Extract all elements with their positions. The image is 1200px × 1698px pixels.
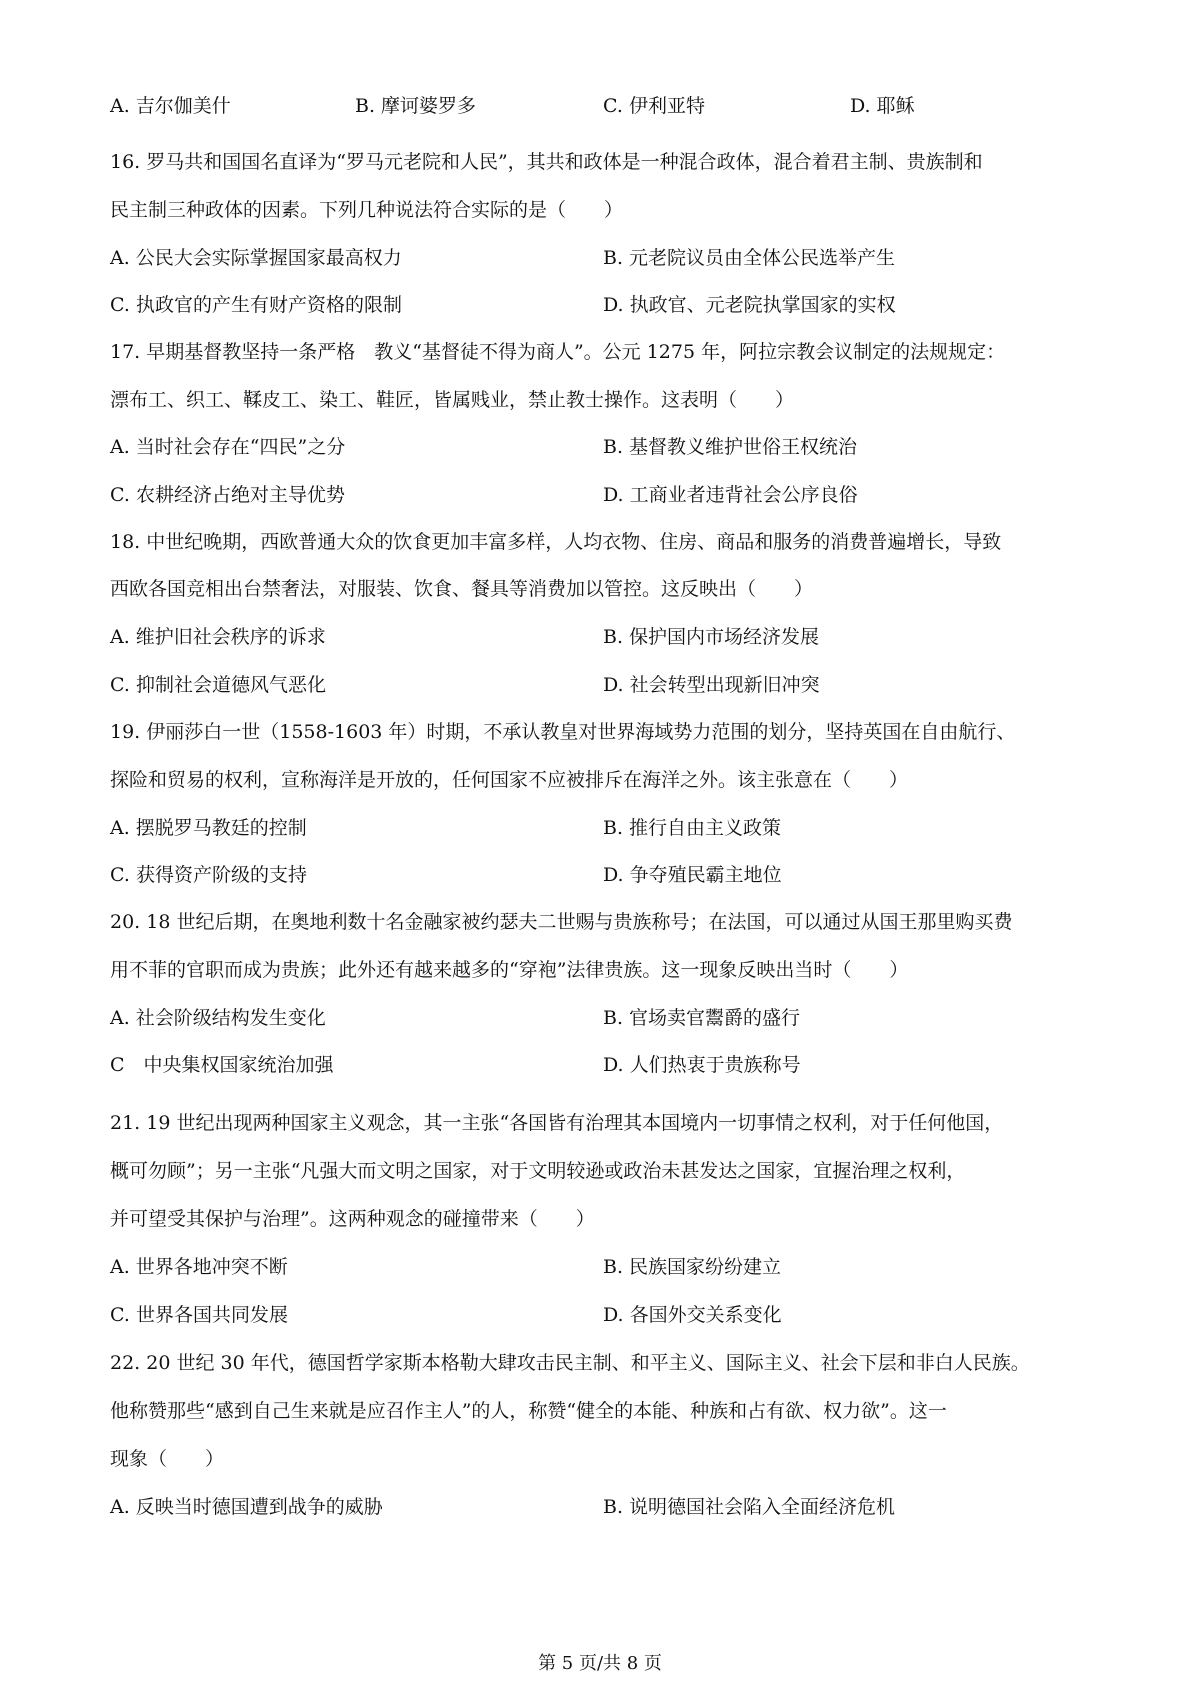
q17-option-c: C. 农耕经济占绝对主导优势 xyxy=(110,484,345,506)
q18-stem-line-1: 18. 中世纪晚期，西欧普通大众的饮食更加丰富多样，人均衣物、住房、商品和服务的消费普遍增长，导致 xyxy=(110,531,1002,553)
q21-option-a: A. 世界各地冲突不断 xyxy=(110,1256,288,1278)
q17-stem-line-1: 17. 早期基督教坚持一条严格 教义“基督徒不得为商人”。公元 1275 年，阿拉宗教会议制定的法规规定： xyxy=(110,341,1006,363)
q22-stem-line-1: 22. 20 世纪 30 年代，德国哲学家斯本格勒大肆攻击民主制、和平主义、国际主义、社会下层和非白人民族。 xyxy=(110,1352,1030,1374)
q22-stem-line-2: 他称赞那些“感到自己生来就是应召作主人”的人，称赞“健全的本能、种族和占有欲、权力欲”。这一 xyxy=(110,1400,947,1422)
q22-option-b: B. 说明德国社会陷入全面经济危机 xyxy=(603,1496,896,1518)
q19-stem-line-1: 19. 伊丽莎白一世（1558-1603 年）时期，不承认教皇对世界海域势力范围的划分，坚持英国在自由航行、 xyxy=(110,721,1016,743)
q16-stem-line-2: 民主制三种政体的因素。下列几种说法符合实际的是（ ） xyxy=(110,199,624,221)
q18-option-c: C. 抑制社会道德风气恶化 xyxy=(110,674,326,696)
q16-option-c: C. 执政官的产生有财产资格的限制 xyxy=(110,294,402,316)
q19-option-c: C. 获得资产阶级的支持 xyxy=(110,864,307,886)
q20-stem-line-2: 用不菲的官职而成为贵族；此外还有越来越多的“穿袍”法律贵族。这一现象反映出当时（ ） xyxy=(110,959,909,981)
q21-option-b: B. 民族国家纷纷建立 xyxy=(603,1256,782,1278)
q20-option-d: D. 人们热衷于贵族称号 xyxy=(603,1054,801,1076)
q20-option-b: B. 官场卖官鬻爵的盛行 xyxy=(603,1007,801,1029)
q16-option-b: B. 元老院议员由全体公民选举产生 xyxy=(603,247,896,269)
q18-option-b: B. 保护国内市场经济发展 xyxy=(603,626,820,648)
q16-option-a: A. 公民大会实际掌握国家最高权力 xyxy=(110,247,402,269)
q19-option-b: B. 推行自由主义政策 xyxy=(603,817,782,839)
q21-stem-line-2: 概可勿顾”；另一主张“凡强大而文明之国家，对于文明较逊或政治未甚发达之国家，宜握治理之权利， xyxy=(110,1160,966,1182)
q16-option-d: D. 执政官、元老院执掌国家的实权 xyxy=(603,294,896,316)
q19-stem-line-2: 探险和贸易的权利，宣称海洋是开放的，任何国家不应被排斥在海洋之外。该主张意在（ ） xyxy=(110,769,909,791)
q18-stem-line-2: 西欧各国竞相出台禁奢法，对服装、饮食、餐具等消费加以管控。这反映出（ ） xyxy=(110,578,814,600)
q15-option-c: C. 伊利亚特 xyxy=(603,95,705,117)
q15-option-b: B. 摩诃婆罗多 xyxy=(355,95,477,117)
q19-option-d: D. 争夺殖民霸主地位 xyxy=(603,864,782,886)
q17-stem-line-2: 漂布工、织工、鞣皮工、染工、鞋匠，皆属贱业，禁止教士操作。这表明（ ） xyxy=(110,389,795,411)
q21-stem-line-3: 并可望受其保护与治理”。这两种观念的碰撞带来（ ） xyxy=(110,1208,595,1230)
q15-option-a: A. 吉尔伽美什 xyxy=(110,95,231,117)
q17-option-a: A. 当时社会存在“四民”之分 xyxy=(110,436,346,458)
q21-stem-line-1: 21. 19 世纪出现两种国家主义观念，其一主张“各国皆有治理其本国境内一切事情之权利，对于任何他国， xyxy=(110,1112,1004,1134)
q22-option-a: A. 反映当时德国遭到战争的威胁 xyxy=(110,1496,383,1518)
q15-option-d: D. 耶稣 xyxy=(850,95,915,117)
q21-option-d: D. 各国外交关系变化 xyxy=(603,1304,782,1326)
q22-stem-line-3: 现象（ ） xyxy=(110,1448,225,1470)
q20-stem-line-1: 20. 18 世纪后期，在奥地利数十名金融家被约瑟夫二世赐与贵族称号；在法国，可以通过从国王那里购买费 xyxy=(110,911,1013,933)
q21-option-c: C. 世界各国共同发展 xyxy=(110,1304,288,1326)
q18-option-a: A. 维护旧社会秩序的诉求 xyxy=(110,626,326,648)
page-number: 第 5 页/共 8 页 xyxy=(538,1653,662,1674)
q17-option-d: D. 工商业者违背社会公序良俗 xyxy=(603,484,858,506)
q19-option-a: A. 摆脱罗马教廷的控制 xyxy=(110,817,307,839)
q17-option-b: B. 基督教义维护世俗王权统治 xyxy=(603,436,858,458)
q18-option-d: D. 社会转型出现新旧冲突 xyxy=(603,674,820,696)
q20-option-c: C 中央集权国家统治加强 xyxy=(110,1054,334,1076)
q20-option-a: A. 社会阶级结构发生变化 xyxy=(110,1007,326,1029)
q16-stem-line-1: 16. 罗马共和国国名直译为“罗马元老院和人民”，其共和政体是一种混合政体，混合着君主制、贵族制和 xyxy=(110,151,983,173)
